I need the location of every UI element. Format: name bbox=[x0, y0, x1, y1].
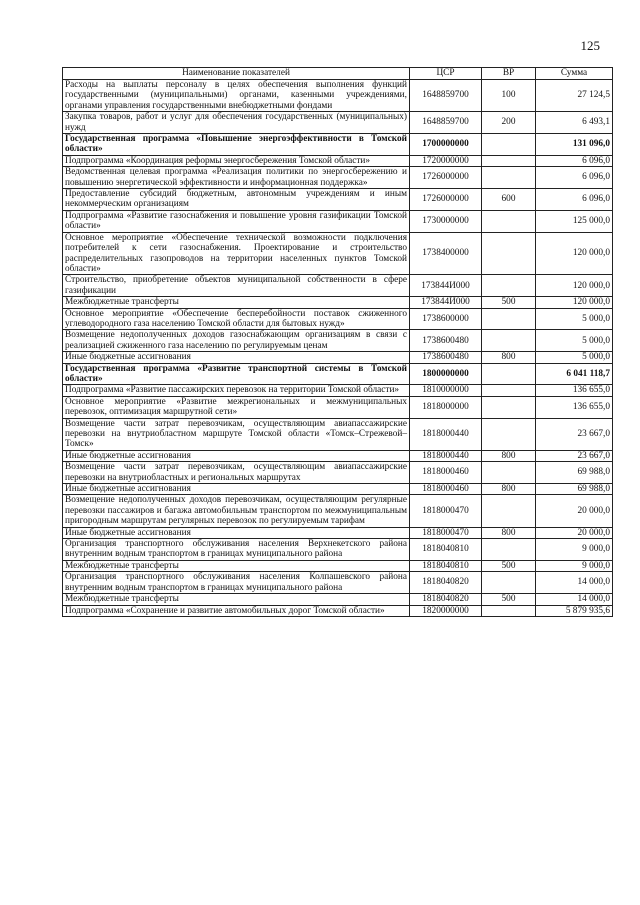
row-vr-cell: 800 bbox=[482, 450, 536, 461]
row-sum-cell: 23 667,0 bbox=[536, 418, 613, 450]
table-row bbox=[63, 134, 613, 156]
row-vr-cell bbox=[482, 167, 536, 189]
table-row bbox=[63, 210, 613, 232]
table-body bbox=[63, 80, 613, 617]
row-csr-cell: 1738600480 bbox=[410, 352, 482, 363]
row-sum-cell: 6 096,0 bbox=[536, 155, 613, 166]
page-number: 125 bbox=[580, 38, 600, 53]
row-name-cell: Возмещение недополученных доходов перевозчикам, осуществляющим регулярные перевозки пассажиров и багажа автомобильным транспортом по межмуниципальным пригородным маршрутам регулярных перевозок по регулируемым тарифам bbox=[63, 495, 410, 527]
row-vr-cell: 100 bbox=[482, 80, 536, 112]
row-vr-cell: 800 bbox=[482, 527, 536, 538]
table-row bbox=[63, 167, 613, 189]
table-row bbox=[63, 484, 613, 495]
column-header-sum: Сумма bbox=[536, 68, 613, 80]
column-header-vr: ВР bbox=[482, 68, 536, 80]
row-vr-cell: 600 bbox=[482, 189, 536, 211]
row-sum-cell: 6 096,0 bbox=[536, 189, 613, 211]
row-vr-cell bbox=[482, 232, 536, 275]
row-sum-cell: 6 096,0 bbox=[536, 167, 613, 189]
row-name-cell: Межбюджетные трансферты bbox=[63, 594, 410, 605]
row-name-cell: Ведомственная целевая программа «Реализация политики по энергосбережению и повышению энергетической эффективности и информационная поддержка» bbox=[63, 167, 410, 189]
row-vr-cell bbox=[482, 330, 536, 352]
row-sum-cell: 5 000,0 bbox=[536, 352, 613, 363]
row-vr-cell bbox=[482, 308, 536, 330]
row-name-cell: Государственная программа «Повышение энергоэффективности в Томской области» bbox=[63, 134, 410, 156]
table-header bbox=[63, 68, 613, 80]
row-vr-cell: 500 bbox=[482, 594, 536, 605]
row-csr-cell: 1726000000 bbox=[410, 167, 482, 189]
row-sum-cell: 69 988,0 bbox=[536, 462, 613, 484]
row-sum-cell: 6 041 118,7 bbox=[536, 363, 613, 385]
row-vr-cell bbox=[482, 134, 536, 156]
column-header-name: Наименование показателей bbox=[63, 68, 410, 80]
table-row bbox=[63, 560, 613, 571]
table-row bbox=[63, 297, 613, 308]
row-csr-cell: 1818000460 bbox=[410, 484, 482, 495]
table-row bbox=[63, 363, 613, 385]
row-name-cell: Межбюджетные трансферты bbox=[63, 297, 410, 308]
row-vr-cell bbox=[482, 396, 536, 418]
row-name-cell: Подпрограмма «Сохранение и развитие автомобильных дорог Томской области» bbox=[63, 605, 410, 616]
row-vr-cell: 500 bbox=[482, 560, 536, 571]
row-csr-cell: 1818000470 bbox=[410, 527, 482, 538]
row-name-cell: Иные бюджетные ассигнования bbox=[63, 527, 410, 538]
row-name-cell: Закупка товаров, работ и услуг для обеспечения государственных (муниципальных) нужд bbox=[63, 112, 410, 134]
table-row bbox=[63, 495, 613, 527]
row-csr-cell: 1730000000 bbox=[410, 210, 482, 232]
row-name-cell: Основное мероприятие «Обеспечение технической возможности подключения потребителей к сети газоснабжения. Проектирование и строительство распределительных газопроводов на территории населенных пунктов Томской области» bbox=[63, 232, 410, 275]
row-csr-cell: 1800000000 bbox=[410, 363, 482, 385]
row-csr-cell: 1726000000 bbox=[410, 189, 482, 211]
row-name-cell: Подпрограмма «Развитие газоснабжения и повышение уровня газификации Томской области» bbox=[63, 210, 410, 232]
row-csr-cell: 1818040810 bbox=[410, 560, 482, 571]
row-sum-cell: 27 124,5 bbox=[536, 80, 613, 112]
row-sum-cell: 20 000,0 bbox=[536, 495, 613, 527]
row-sum-cell: 69 988,0 bbox=[536, 484, 613, 495]
row-sum-cell: 14 000,0 bbox=[536, 594, 613, 605]
row-csr-cell: 1738400000 bbox=[410, 232, 482, 275]
table-row bbox=[63, 189, 613, 211]
row-sum-cell: 9 000,0 bbox=[536, 539, 613, 561]
row-vr-cell bbox=[482, 210, 536, 232]
row-name-cell: Основное мероприятие «Развитие межрегиональных и межмуниципальных перевозок, оптимизация маршрутной сети» bbox=[63, 396, 410, 418]
row-sum-cell: 136 655,0 bbox=[536, 385, 613, 396]
row-sum-cell: 5 000,0 bbox=[536, 308, 613, 330]
table-row bbox=[63, 352, 613, 363]
table-row bbox=[63, 80, 613, 112]
row-name-cell: Организация транспортного обслуживания населения Колпашевского района внутренним водным транспортом в границах муниципального района bbox=[63, 572, 410, 594]
row-vr-cell bbox=[482, 418, 536, 450]
row-csr-cell: 1818040820 bbox=[410, 572, 482, 594]
row-name-cell: Государственная программа «Развитие транспортной системы в Томской области» bbox=[63, 363, 410, 385]
row-sum-cell: 20 000,0 bbox=[536, 527, 613, 538]
row-sum-cell: 131 096,0 bbox=[536, 134, 613, 156]
row-name-cell: Организация транспортного обслуживания населения Верхнекетского района внутренним водным транспортом в границах муниципального района bbox=[63, 539, 410, 561]
row-name-cell: Строительство, приобретение объектов муниципальной собственности в сфере газификации bbox=[63, 275, 410, 297]
table-row bbox=[63, 112, 613, 134]
row-sum-cell: 120 000,0 bbox=[536, 275, 613, 297]
row-csr-cell: 1720000000 bbox=[410, 155, 482, 166]
table-row bbox=[63, 527, 613, 538]
row-csr-cell: 1818000000 bbox=[410, 396, 482, 418]
row-name-cell: Возмещение части затрат перевозчикам, осуществляющим авиапассажирские перевозки на внутриобластном маршруте Томской области «Томск–Стрежевой–Томск» bbox=[63, 418, 410, 450]
row-sum-cell: 14 000,0 bbox=[536, 572, 613, 594]
row-name-cell: Иные бюджетные ассигнования bbox=[63, 352, 410, 363]
row-vr-cell bbox=[482, 275, 536, 297]
table-row bbox=[63, 155, 613, 166]
row-vr-cell: 200 bbox=[482, 112, 536, 134]
table-row bbox=[63, 308, 613, 330]
table-row bbox=[63, 572, 613, 594]
row-sum-cell: 120 000,0 bbox=[536, 232, 613, 275]
row-sum-cell: 136 655,0 bbox=[536, 396, 613, 418]
table-row bbox=[63, 385, 613, 396]
row-name-cell: Возмещение части затрат перевозчикам, осуществляющим авиапассажирские перевозки на внутриобластных и региональных маршрутах bbox=[63, 462, 410, 484]
row-name-cell: Межбюджетные трансферты bbox=[63, 560, 410, 571]
table-row bbox=[63, 462, 613, 484]
table-row bbox=[63, 418, 613, 450]
row-vr-cell: 800 bbox=[482, 352, 536, 363]
row-csr-cell: 1648859700 bbox=[410, 112, 482, 134]
budget-table bbox=[62, 67, 613, 617]
row-sum-cell: 120 000,0 bbox=[536, 297, 613, 308]
table-row bbox=[63, 396, 613, 418]
row-name-cell: Иные бюджетные ассигнования bbox=[63, 450, 410, 461]
row-csr-cell: 1818000440 bbox=[410, 418, 482, 450]
row-sum-cell: 9 000,0 bbox=[536, 560, 613, 571]
row-csr-cell: 1738600000 bbox=[410, 308, 482, 330]
table-row bbox=[63, 330, 613, 352]
row-csr-cell: 1818000460 bbox=[410, 462, 482, 484]
row-vr-cell bbox=[482, 572, 536, 594]
row-vr-cell: 800 bbox=[482, 484, 536, 495]
row-name-cell: Расходы на выплаты персоналу в целях обеспечения выполнения функций государственными (муниципальными) органами, казенными учреждениями, органами управления государственными внебюджетными фондами bbox=[63, 80, 410, 112]
row-csr-cell: 173844И000 bbox=[410, 275, 482, 297]
row-vr-cell bbox=[482, 495, 536, 527]
row-csr-cell: 1810000000 bbox=[410, 385, 482, 396]
table-row bbox=[63, 232, 613, 275]
row-vr-cell bbox=[482, 363, 536, 385]
row-vr-cell bbox=[482, 462, 536, 484]
row-vr-cell bbox=[482, 155, 536, 166]
row-csr-cell: 1738600480 bbox=[410, 330, 482, 352]
table-row bbox=[63, 450, 613, 461]
row-name-cell: Возмещение недополученных доходов газоснабжающим организациям в связи с реализацией сжиженного газа населению по регулируемым ценам bbox=[63, 330, 410, 352]
row-vr-cell bbox=[482, 539, 536, 561]
table-row bbox=[63, 275, 613, 297]
row-csr-cell: 173844И000 bbox=[410, 297, 482, 308]
row-sum-cell: 125 000,0 bbox=[536, 210, 613, 232]
row-vr-cell bbox=[482, 605, 536, 616]
row-csr-cell: 1818000470 bbox=[410, 495, 482, 527]
row-sum-cell: 5 000,0 bbox=[536, 330, 613, 352]
row-csr-cell: 1820000000 bbox=[410, 605, 482, 616]
table-row bbox=[63, 605, 613, 616]
row-csr-cell: 1818040820 bbox=[410, 594, 482, 605]
row-vr-cell bbox=[482, 385, 536, 396]
row-name-cell: Основное мероприятие «Обеспечение бесперебойности поставок сжиженного углеводородного газа населению Томской области для бытовых нужд» bbox=[63, 308, 410, 330]
row-sum-cell: 6 493,1 bbox=[536, 112, 613, 134]
column-header-csr: ЦСР bbox=[410, 68, 482, 80]
row-csr-cell: 1818040810 bbox=[410, 539, 482, 561]
row-sum-cell: 5 879 935,6 bbox=[536, 605, 613, 616]
row-name-cell: Предоставление субсидий бюджетным, автономным учреждениям и иным некоммерческим организациям bbox=[63, 189, 410, 211]
row-sum-cell: 23 667,0 bbox=[536, 450, 613, 461]
row-name-cell: Подпрограмма «Развитие пассажирских перевозок на территории Томской области» bbox=[63, 385, 410, 396]
table-row bbox=[63, 539, 613, 561]
row-name-cell: Иные бюджетные ассигнования bbox=[63, 484, 410, 495]
row-name-cell: Подпрограмма «Координация реформы энергосбережения Томской области» bbox=[63, 155, 410, 166]
row-csr-cell: 1700000000 bbox=[410, 134, 482, 156]
table-row bbox=[63, 594, 613, 605]
row-csr-cell: 1818000440 bbox=[410, 450, 482, 461]
header-row bbox=[63, 68, 613, 80]
row-vr-cell: 500 bbox=[482, 297, 536, 308]
row-csr-cell: 1648859700 bbox=[410, 80, 482, 112]
